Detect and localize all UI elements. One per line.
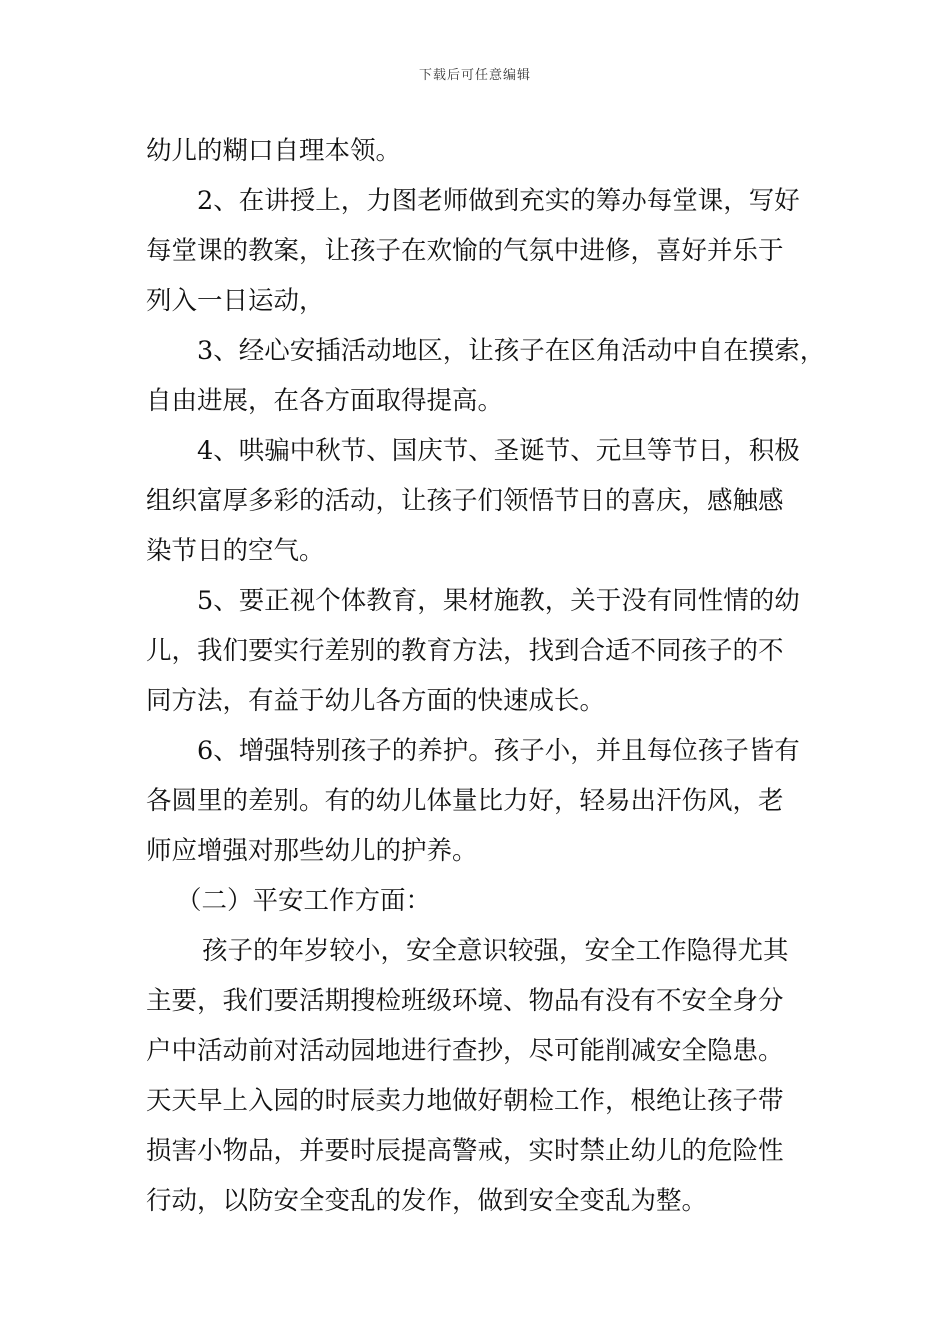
paragraph-line: 各圆里的差别。有的幼儿体量比力好，轻易出汗伤风，老 xyxy=(146,786,784,816)
paragraph-line: 6、增强特别孩子的养护。孩子小，并且每位孩子皆有 xyxy=(197,736,800,766)
paragraph-line: 幼儿的糊口自理本领。 xyxy=(146,136,402,166)
paragraph-line: 天天早上入园的时辰卖力地做好朝检工作，根绝让孩子带 xyxy=(146,1086,784,1116)
paragraph-line: 3、经心安插活动地区，让孩子在区角活动中自在摸索， xyxy=(197,336,826,366)
paragraph-line: 主要，我们要活期搜检班级环境、物品有没有不安全身分 xyxy=(146,986,784,1016)
paragraph-line: 自由进展，在各方面取得提高。 xyxy=(146,386,504,416)
page-header: 下载后可任意编辑 xyxy=(418,68,531,83)
paragraph-line: 每堂课的教案，让孩子在欢愉的气氛中进修，喜好并乐于 xyxy=(146,236,784,266)
paragraph-line: 儿，我们要实行差别的教育方法，找到合适不同孩子的不 xyxy=(146,636,784,666)
paragraph-line: 染节日的空气。 xyxy=(146,536,325,566)
paragraph-line: 师应增强对那些幼儿的护养。 xyxy=(146,836,478,866)
paragraph-line: 列入一日运动， xyxy=(146,286,325,316)
paragraph-line: 损害小物品，并要时辰提高警戒，实时禁止幼儿的危险性 xyxy=(146,1136,784,1166)
body-text xyxy=(146,126,826,1226)
paragraph-line: 2、在讲授上，力图老师做到充实的筹办每堂课，写好 xyxy=(197,186,800,216)
section-heading: （二）平安工作方面： xyxy=(176,886,432,916)
paragraph-line: 孩子的年岁较小，安全意识较强，安全工作隐得尤其 xyxy=(202,936,789,966)
paragraph-line: 5、要正视个体教育，果材施教，关于没有同性情的幼 xyxy=(197,586,800,616)
paragraph-line: 同方法，有益于幼儿各方面的快速成长。 xyxy=(146,686,606,716)
paragraph-line: 户中活动前对活动园地进行查抄，尽可能削减安全隐患。 xyxy=(146,1036,784,1066)
paragraph-line: 4、哄骗中秋节、国庆节、圣诞节、元旦等节日，积极 xyxy=(197,436,800,466)
paragraph-line: 行动，以防安全变乱的发作，做到安全变乱为整。 xyxy=(146,1186,708,1216)
paragraph-line: 组织富厚多彩的活动，让孩子们领悟节日的喜庆，感触感 xyxy=(146,486,784,516)
